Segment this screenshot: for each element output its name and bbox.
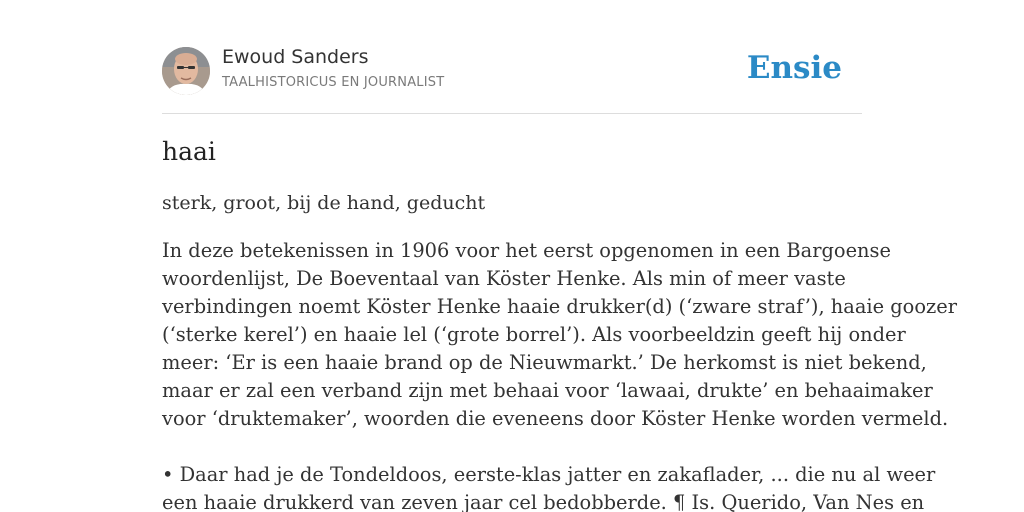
author-avatar[interactable]: [162, 47, 210, 95]
author-role: TAALHISTORICUS EN JOURNALIST: [222, 75, 445, 90]
author-photo-icon: [162, 47, 210, 95]
paragraph-line: meer: ‘Er is een haaie brand op de Nieuwmarkt.’ De herkomst is niet bekend,: [162, 351, 927, 374]
paragraph-line: woordenlijst, De Boeventaal van Köster Henke. Als min of meer vaste: [162, 267, 846, 290]
entry-body: [162, 237, 957, 512]
entry-summary: sterk, groot, bij de hand, geducht: [162, 192, 486, 214]
paragraph-gap: [162, 433, 862, 461]
paragraph-line: voor ‘druktemaker’, woorden die eveneens door Köster Henke worden vermeld.: [162, 407, 949, 430]
author-header: [162, 46, 862, 96]
ensie-logo[interactable]: Ensie: [746, 50, 842, 86]
header-divider: [162, 113, 862, 114]
entry-term: haai: [162, 137, 216, 166]
paragraph-line: (‘sterke kerel’) en haaie lel (‘grote borrel’). Als voorbeeldzin geeft hij onder: [162, 323, 906, 346]
paragraph-line: maar er zal een verband zijn met behaai voor ‘lawaai, drukte’ en behaaimaker: [162, 379, 933, 402]
author-name[interactable]: Ewoud Sanders: [222, 46, 369, 68]
quote-line: een haaie drukkerd van zeven jaar cel bedobberde. ¶ Is. Querido, Van Nes en: [162, 491, 925, 512]
quote-line: • Daar had je de Tondeldoos, eerste-klas jatter en zakaflader, ... die nu al weer: [162, 463, 936, 486]
article-page: [162, 0, 957, 512]
paragraph-line: In deze betekenissen in 1906 voor het eerst opgenomen in een Bargoense: [162, 239, 891, 262]
paragraph-line: verbindingen noemt Köster Henke haaie drukker(d) (‘zware straf’), haaie goozer: [162, 295, 957, 318]
